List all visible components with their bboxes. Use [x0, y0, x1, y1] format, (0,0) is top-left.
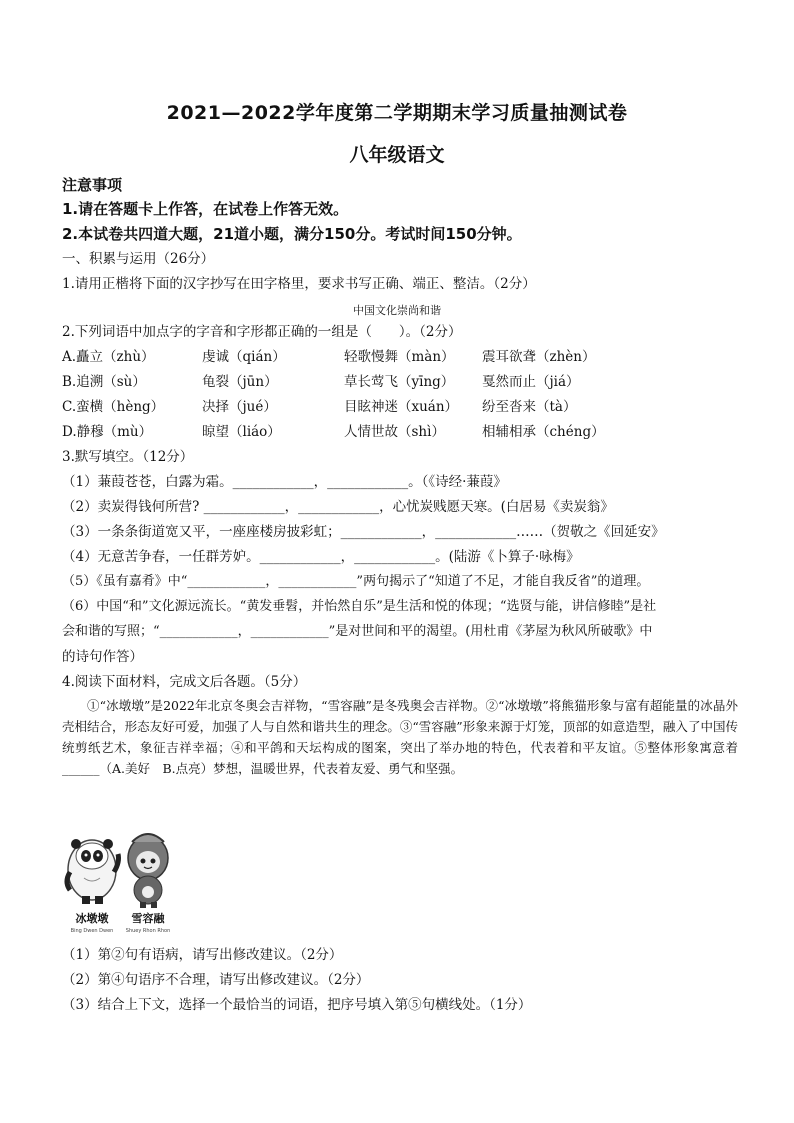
- option-cell: 晾望（liáo）: [202, 424, 281, 440]
- mascot-name-1: 冰墩墩: [75, 912, 109, 925]
- q3-item-1: （1）蒹葭苍苍，白露为霜。____________，____________。（《诗经·蒹葭》: [62, 474, 507, 490]
- option-cell: 震耳欲聋（zhèn）: [482, 349, 596, 365]
- shuey-rhon-rhon-figure: [128, 834, 168, 908]
- option-cell: 目眩神迷（xuán）: [344, 399, 459, 415]
- option-cell: C.蛮横（hèng）: [62, 399, 165, 415]
- exam-title: 2021—2022学年度第二学期期末学习质量抽测试卷: [166, 102, 628, 124]
- question-4: 4.阅读下面材料，完成文后各题。（5分）: [62, 674, 307, 690]
- option-cell: 龟裂（jūn）: [202, 374, 278, 390]
- notice-heading: 注意事项: [62, 176, 123, 194]
- q3-item-4: （4）无意苦争春，一任群芳妒。____________，____________。(陆游《卜算子·咏梅》: [62, 549, 580, 565]
- notice-item-1: 1.请在答题卡上作答，在试卷上作答无效。: [62, 200, 349, 218]
- mascot-romaji-2: Shuey Rhon Rhon: [125, 928, 171, 934]
- q4-passage: ①“冰墩墩”是2022年北京冬奥会吉祥物，“雪容融”是冬残奥会吉祥物。②“冰墩墩”将熊猫形象与富有超能量的冰晶外壳相结合，形态友好可爱，加强了人与自然和谐共生的理念。③“雪容融”形象来源于灯笼，顶部的如意造型，融入了中国传统剪纸艺术，象征吉祥幸福；④和平鸽和天坛构成的图案，突出了举办地的特色，代表着和平友谊。⑤整体形象寓意着______（A.美好 B.点亮）梦想，温暖世界，代表着友爱、勇气和坚强。: [62, 698, 738, 776]
- option-cell: A.矗立（zhù）: [62, 349, 155, 365]
- q4-sub-3: （3）结合上下文，选择一个最恰当的词语，把序号填入第⑤句横线处。（1分）: [62, 997, 532, 1013]
- option-cell: 戛然而止（jiá）: [482, 374, 580, 390]
- section-heading: 一、积累与运用（26分）: [62, 251, 215, 267]
- notice-item-2: 2.本试卷共四道大题，21道小题，满分150分。考试时间150分钟。: [62, 225, 522, 243]
- q4-sub-2: （2）第④句语序不合理，请写出修改建议。（2分）: [62, 972, 370, 988]
- option-cell: 轻歌慢舞（màn）: [344, 349, 455, 365]
- copy-text: 中国文化崇尚和谐: [353, 304, 441, 317]
- question-3: 3.默写填空。（12分）: [62, 449, 194, 465]
- question-2: 2.下列词语中加点字的字音和字形都正确的一组是（ ）。（2分）: [62, 324, 462, 340]
- option-cell: 草长莺飞（yīng）: [344, 374, 455, 390]
- option-cell: 虔诚（qián）: [202, 349, 286, 365]
- mascot-romaji-1: Bing Dwen Dwen: [70, 928, 114, 934]
- exam-subtitle: 八年级语文: [349, 144, 445, 166]
- option-cell: 人情世故（shì）: [344, 424, 445, 440]
- mascot-image: [62, 822, 182, 940]
- q3-item-6a: （6）中国“和”文化源远流长。“黄发垂髫，并怡然自乐”是生活和悦的体现；“选贤与能，讲信修睦”是社: [62, 599, 657, 614]
- q3-item-6b: 会和谐的写照；“____________，____________”是对世间和平的渴望。(用杜甫《茅屋为秋风所破歌》中: [62, 624, 653, 639]
- option-cell: B.追溯（sù）: [62, 374, 146, 390]
- option-cell: D.静穆（mù）: [62, 424, 153, 440]
- q3-item-6c: 的诗句作答）: [62, 649, 143, 665]
- q4-sub-1: （1）第②句有语病，请写出修改建议。（2分）: [62, 947, 343, 963]
- q3-item-2: （2）卖炭得钱何所营? ____________，____________，心忧炭贱愿天寒。(白居易《卖炭翁》: [62, 499, 614, 515]
- option-cell: 纷至沓来（tà）: [482, 399, 577, 415]
- q3-item-5: （5）《虽有嘉肴》中“____________，____________”两句揭示了“知道了不足，才能自我反省”的道理。: [62, 574, 650, 589]
- mascot-name-2: 雪容融: [131, 912, 165, 925]
- question-1: 1.请用正楷将下面的汉字抄写在田字格里，要求书写正确、端正、整洁。（2分）: [62, 276, 536, 292]
- bing-dwen-dwen-figure: [67, 839, 119, 904]
- q3-item-3: （3）一条条街道宽又平，一座座楼房披彩虹；____________，____________……（贺敬之《回延安》: [62, 524, 665, 540]
- option-cell: 相辅相承（chéng）: [482, 424, 605, 440]
- option-cell: 决择（jué）: [202, 399, 277, 415]
